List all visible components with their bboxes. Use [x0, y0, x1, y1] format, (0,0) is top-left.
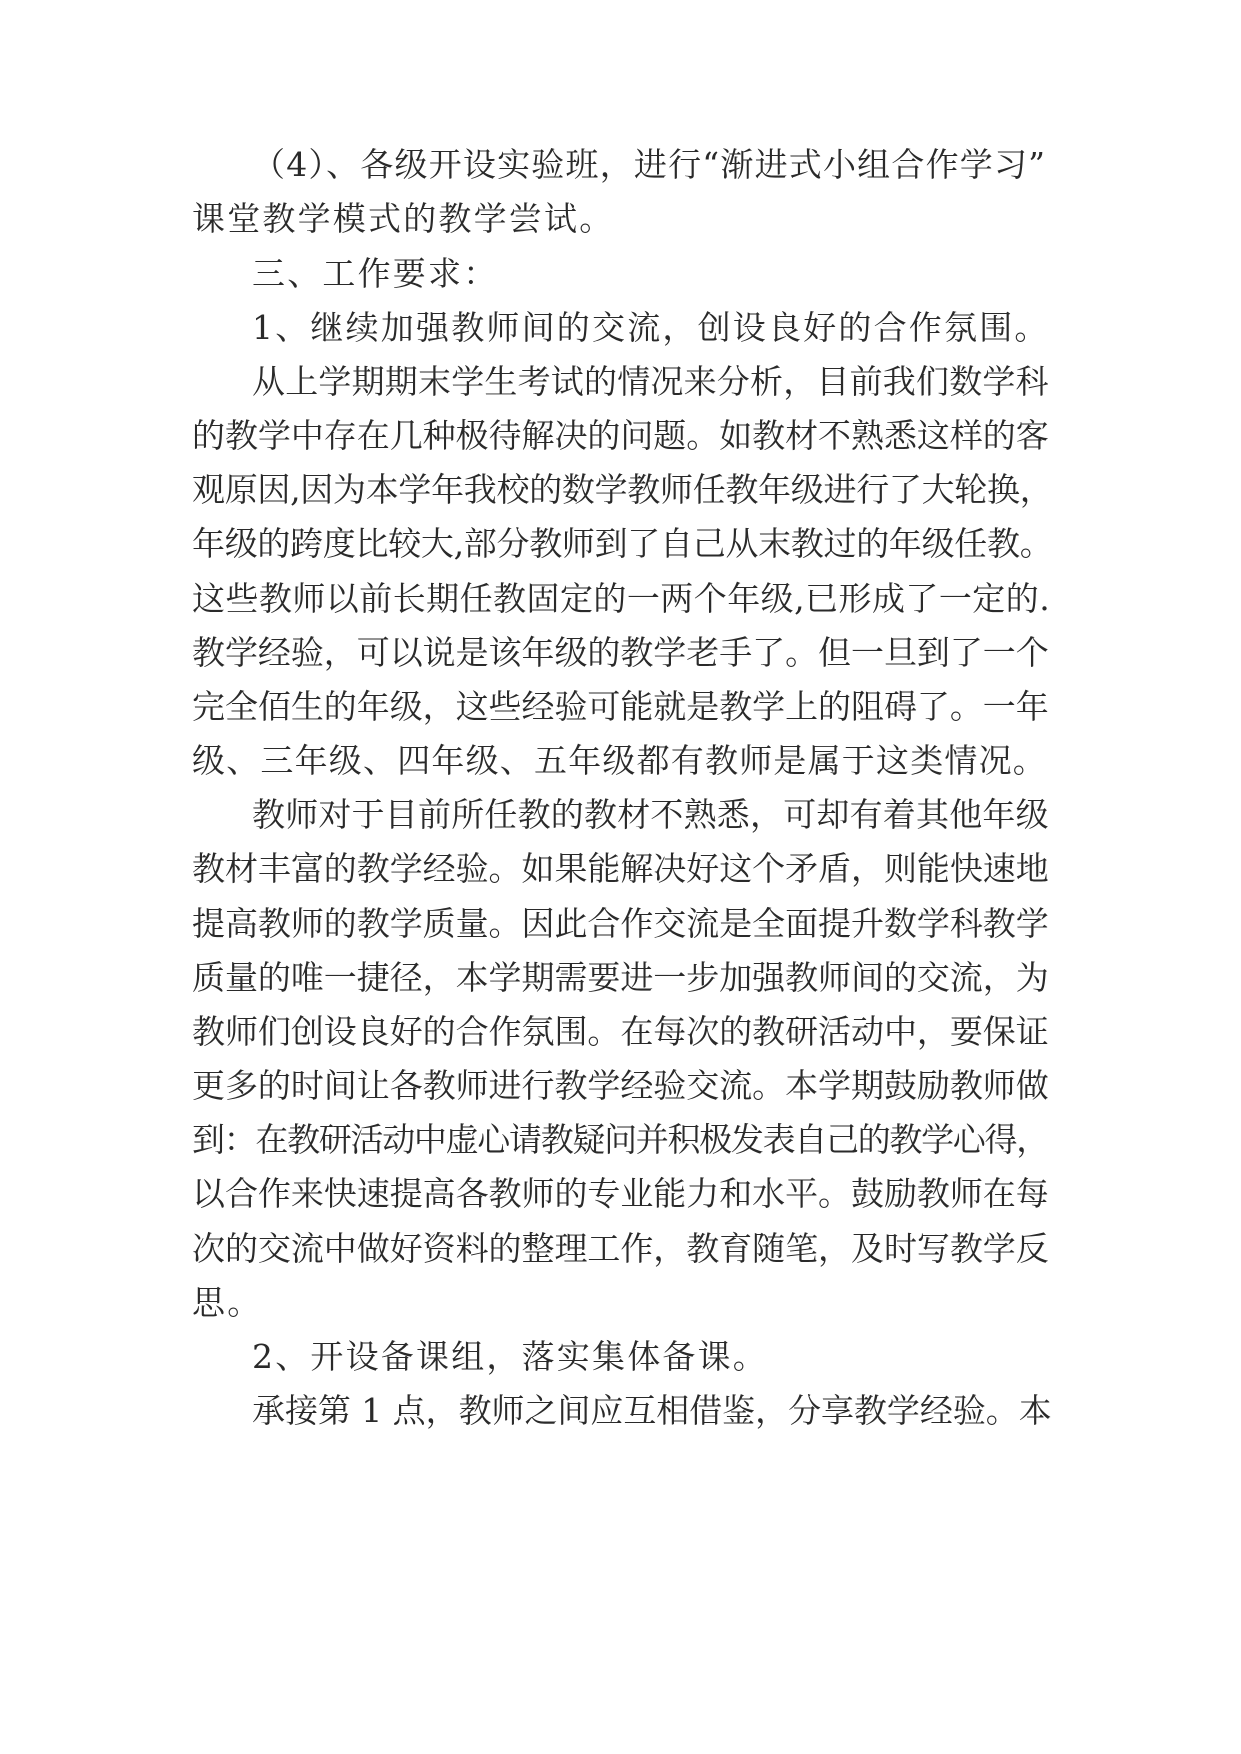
paragraph-line: 级、三年级、四年级、五年级都有教师是属于这类情况。: [192, 741, 1047, 780]
paragraph-line: 更多的时间让各教师进行教学经验交流。本学期鼓励教师做: [192, 1066, 1049, 1105]
paragraph-line: 观原因,因为本学年我校的数学教师任教年级进行了大轮换，: [192, 470, 1053, 509]
paragraph-line: 思。: [192, 1283, 263, 1322]
paragraph-line: 教学经验，可以说是该年级的教学老手了。但一旦到了一个: [192, 633, 1049, 672]
section-heading: 三、工作要求：: [252, 254, 499, 293]
paragraph-line: （4）、各级开设实验班，进行“渐进式小组合作学习”: [252, 145, 1047, 184]
paragraph-line: 教师们创设良好的合作氛围。在每次的教研活动中，要保证: [192, 1012, 1049, 1051]
paragraph-line: 课堂教学模式的教学尝试。: [192, 199, 615, 238]
paragraph-line: 提高教师的教学质量。因此合作交流是全面提升数学科教学: [192, 904, 1049, 943]
subsection-heading: 2、开设备课组，落实集体备课。: [252, 1337, 768, 1376]
paragraph-line: 教师对于目前所任教的教材不熟悉，可却有着其他年级: [252, 795, 1049, 834]
paragraph-line: 从上学期期末学生考试的情况来分析，目前我们数学科: [252, 362, 1049, 401]
paragraph-line: 的教学中存在几种极待解决的问题。如教材不熟悉这样的客: [192, 416, 1049, 455]
paragraph-line: 到：在教研活动中虚心请教疑问并积极发表自己的教学心得，: [192, 1120, 1048, 1159]
paragraph-line: 质量的唯一捷径，本学期需要进一步加强教师间的交流，为: [192, 958, 1049, 997]
paragraph-line: 教材丰富的教学经验。如果能解决好这个矛盾，则能快速地: [192, 849, 1049, 888]
paragraph-line: 完全佰生的年级，这些经验可能就是教学上的阻碍了。一年: [192, 687, 1049, 726]
paragraph-line: 承接第 1 点，教师之间应互相借鉴，分享教学经验。本: [252, 1391, 1052, 1430]
paragraph-line: 以合作来快速提高各教师的专业能力和水平。鼓励教师在每: [192, 1174, 1049, 1213]
paragraph-line: 这些教师以前长期任教固定的一两个年级,已形成了一定的.: [192, 579, 1051, 618]
paragraph-line: 年级的跨度比较大,部分教师到了自己从末教过的年级任教。: [192, 524, 1053, 563]
paragraph-line: 次的交流中做好资料的整理工作，教育随笔，及时写教学反: [192, 1229, 1049, 1268]
subsection-heading: 1、继续加强教师间的交流，创设良好的合作氛围。: [252, 308, 1050, 347]
